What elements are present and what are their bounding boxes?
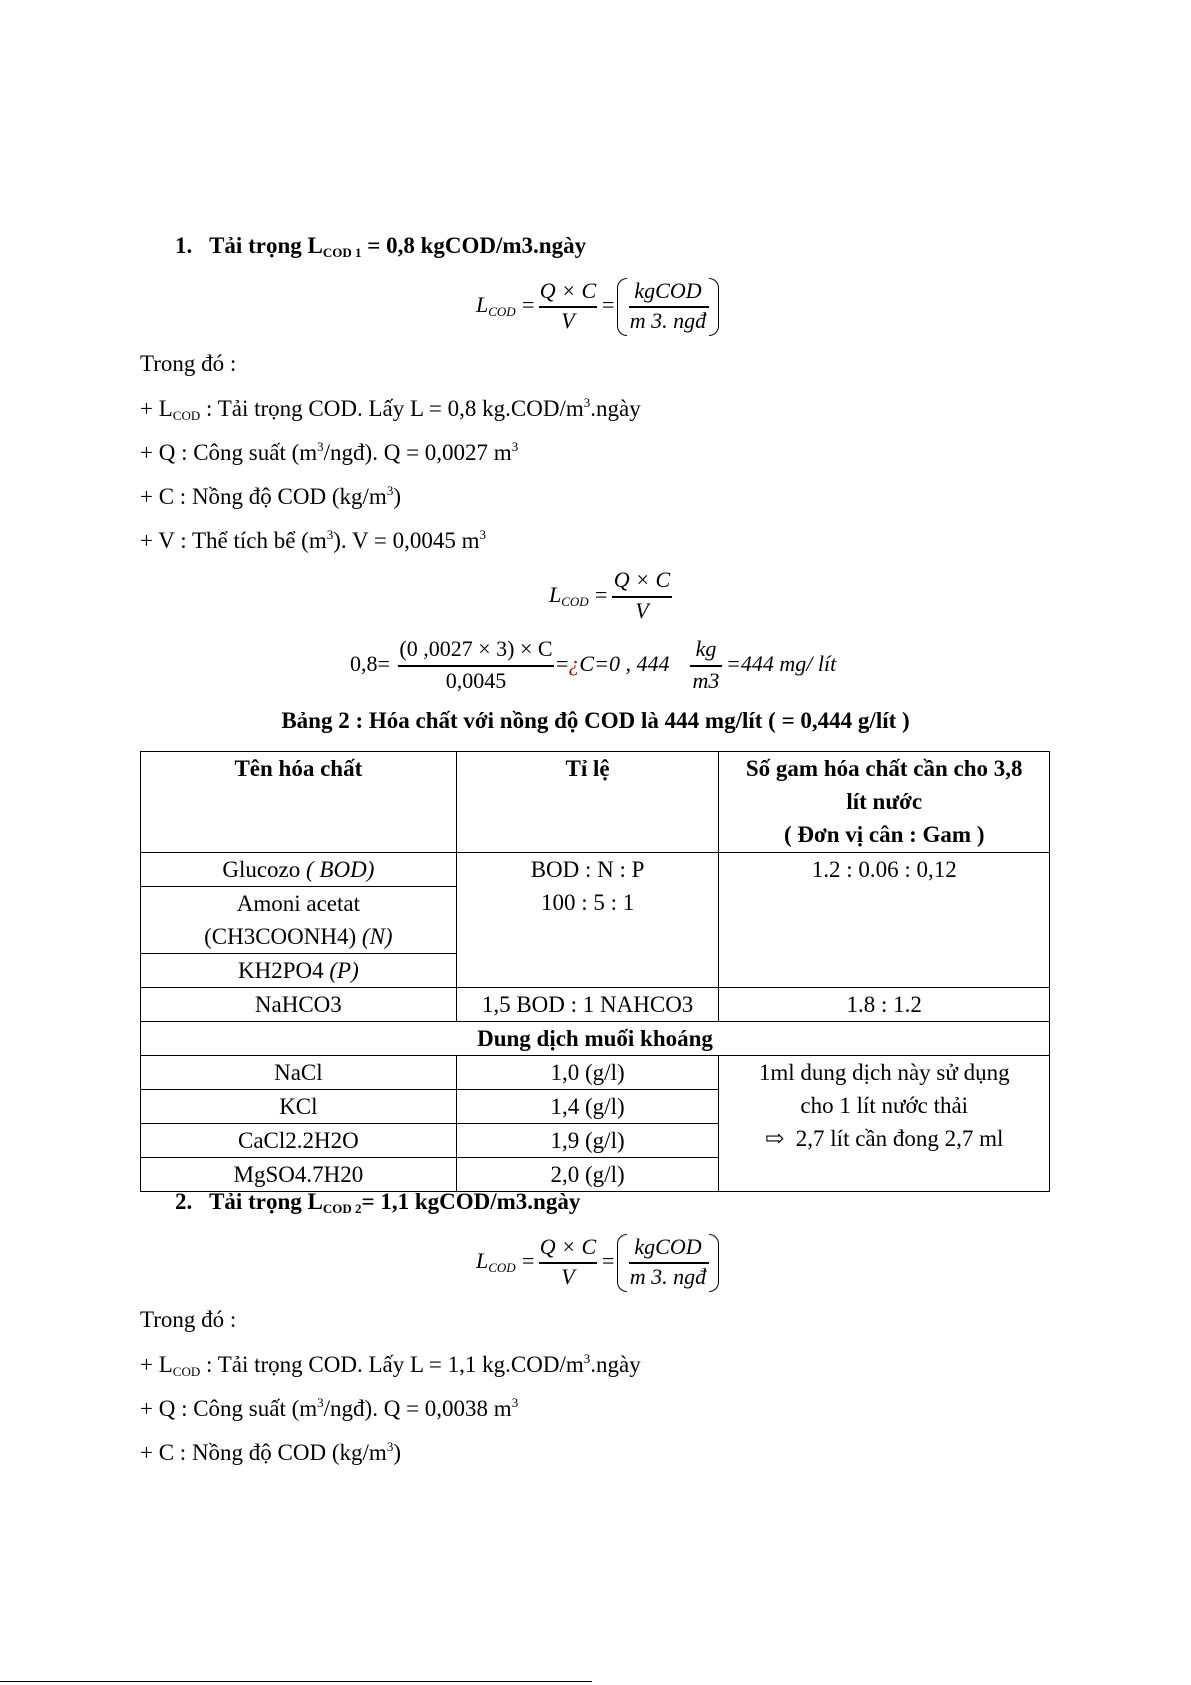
formula-eq: = [522, 292, 535, 317]
formula-eq-2: = [602, 1248, 615, 1273]
calc-middle: =¿C=0 , 444 [556, 651, 670, 676]
cell-mineral-conc: 1,4 (g/l) [456, 1090, 719, 1124]
cell-nahco3: NaHCO3 [141, 988, 457, 1022]
heading-text-end: = 1,1 kgCOD/m3.ngày [361, 1189, 581, 1214]
calc-result: =444 mg/ lít [726, 651, 837, 676]
formula-numerator: Q × C [539, 278, 597, 303]
paren-right [709, 278, 719, 336]
param-l: + $L_{COD}$ : Tải trọng COD. Lấy L = 1,1 $kg.COD/m^3.ngày$ [140, 1351, 641, 1379]
formula-denominator: V [561, 1264, 575, 1289]
formula-eq: = [595, 582, 608, 607]
section-number: 2. [175, 1189, 193, 1214]
fraction-line [690, 665, 722, 667]
calc-numerator: (0 ,0027 × 3) × C [399, 636, 553, 661]
fraction-line [398, 665, 554, 667]
unit-numerator: kgCOD [634, 278, 702, 303]
formula-eq: = [522, 1248, 535, 1273]
table-header-row [141, 752, 1050, 853]
cell-mineral-name: NaCl [141, 1056, 457, 1090]
cell-amoni-acetat: Amoni acetat (CH3COONH4) (N) [141, 887, 457, 954]
heading-text-end: = 0,8 kgCOD/m3.ngày [361, 233, 587, 258]
cell-glucozo: Glucozo ( BOD) [141, 853, 457, 887]
cell-mineral-name: KCl [141, 1090, 457, 1124]
cell-kh2po4: KH2PO4 (P) [141, 954, 457, 988]
param-q: + Q : Công suất $(m^3/ngđ)$. Q = 0,0027 $m^3$ [140, 439, 519, 465]
formula-numerator: Q × C [613, 567, 671, 592]
formula-numerator: Q × C [539, 1234, 597, 1259]
cell-mineral-note: 1ml dung dịch này sử dụng cho 1 lít nước thải ⇨ 2,7 lít cần đong 2,7 ml [719, 1056, 1050, 1192]
arrow-right-icon: ⇨ [765, 1126, 785, 1151]
formula-lhs: $L_{COD}$ [549, 582, 589, 609]
param-q: + Q : Công suất $(m^3/ngđ)$. Q = 0,0038 $m^3$ [140, 1395, 519, 1421]
chemical-table [140, 751, 1050, 1192]
heading-subscript: COD 2 [322, 1201, 362, 1216]
cell-ratio-bod-n-p: BOD : N : P 100 : 5 : 1 [456, 853, 719, 988]
section-number: 1. [175, 233, 193, 258]
cell-nahco3-grams: 1.8 : 1.2 [719, 988, 1050, 1022]
calc-denominator: 0,0045 [445, 668, 507, 693]
section-2-heading [175, 1189, 580, 1217]
unit-denominator: m 3. ngđ [629, 1264, 707, 1289]
footer-rule [0, 1681, 592, 1682]
trong-do-label: Trong đó : [140, 351, 237, 376]
paren-left [617, 278, 627, 336]
mineral-section-header: Dung dịch muối khoáng [141, 1022, 1050, 1056]
formula-denominator: V [635, 598, 649, 623]
heading-subscript: COD 1 [322, 245, 362, 260]
kg-denominator: m3 [692, 668, 720, 693]
paren-left [617, 1234, 627, 1292]
param-c: + C : Nồng độ COD $(kg/m^3)$ [140, 483, 401, 509]
heading-text: Tải trọng L [209, 1189, 323, 1214]
formula-lhs: $L_{COD}$ [476, 1248, 516, 1275]
cell-mineral-conc: 1,0 (g/l) [456, 1056, 719, 1090]
trong-do-label: Trong đó : [140, 1307, 237, 1332]
cell-mineral-conc: 2,0 (g/l) [456, 1158, 719, 1192]
cell-mineral-name: MgSO4.7H20 [141, 1158, 457, 1192]
section-1-heading [175, 233, 586, 261]
formula-lhs: $L_{COD}$ [476, 292, 516, 319]
table-caption: Bảng 2 : Hóa chất với nồng độ COD là 444 mg/lít ( = 0,444 g/lít ) [281, 708, 910, 733]
unit-numerator: kgCOD [634, 1234, 702, 1259]
table-row [141, 988, 1050, 1022]
formula-denominator: V [561, 308, 575, 333]
kg-numerator: kg [695, 636, 717, 661]
cell-mineral-conc: 1,9 (g/l) [456, 1124, 719, 1158]
cell-nahco3-ratio: 1,5 BOD : 1 NAHCO3 [456, 988, 719, 1022]
header-grams: Số gam hóa chất cần cho 3,8 lít nước ( Đơn vị cân : Gam ) [719, 752, 1050, 853]
param-c: + C : Nồng độ COD $(kg/m^3)$ [140, 1439, 401, 1465]
paren-right [709, 1234, 719, 1292]
calc-left: 0,8= [350, 651, 390, 676]
unit-denominator: m 3. ngđ [629, 308, 707, 333]
param-v: + V : Thể tích bể $(m^3)$. V = 0,0045 $m^3$ [140, 527, 487, 553]
heading-text: Tải trọng L [209, 233, 323, 258]
cell-mineral-name: CaCl2.2H2O [141, 1124, 457, 1158]
param-l: + $L_{COD}$ : Tải trọng COD. Lấy L = 0,8 $kg.COD/m^3.ngày$ [140, 395, 641, 423]
header-chemical-name: Tên hóa chất [141, 752, 457, 853]
table-section-row [141, 1022, 1050, 1056]
table-row [141, 1056, 1050, 1090]
header-ratio: Tỉ lệ [456, 752, 719, 853]
formula-eq-2: = [602, 292, 615, 317]
cell-grams-1: 1.2 : 0.06 : 0,12 [719, 853, 1050, 988]
table-row [141, 853, 1050, 887]
